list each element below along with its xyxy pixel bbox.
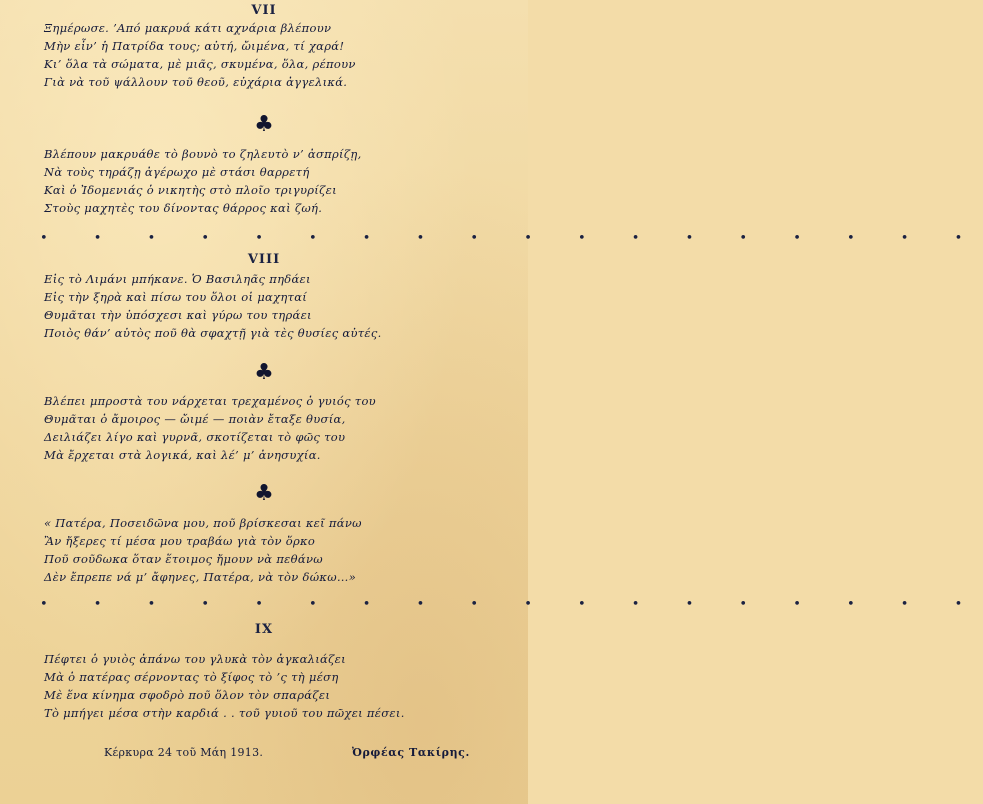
verse-line: Θυμᾶται ὁ ἄμοιρος — ὤιμέ — ποιὰν ἔταξε θυσία, bbox=[44, 412, 346, 426]
verse-line: Μὴν εἶν’ ἡ Πατρίδα τους; αὐτή, ὤιμένα, τί χαρά! bbox=[44, 39, 345, 53]
verse-line: « Πατέρα, Ποσειδῶνα μου, ποῦ βρίσκεσαι κεῖ πάνω bbox=[44, 516, 362, 530]
stanza-viii-1 bbox=[44, 270, 514, 342]
stanza-vii-1 bbox=[44, 19, 514, 91]
verse-line: Ποιὸς θάν’ αὐτὸς ποῦ θὰ σφαχτῇ γιὰ τὲς θυσίες αὐτές. bbox=[44, 326, 382, 340]
author-signature: Ὀρφέας Τακίρης. bbox=[352, 746, 470, 759]
verse-line: Ποῦ σοῦδωκα ὅταν ἕτοιμος ἤμουν νὰ πεθάνω bbox=[44, 552, 323, 566]
verse-line: Μὰ ὁ πατέρας σέρνοντας τὸ ξίφος τὸ ’ς τὴ μέση bbox=[44, 670, 339, 684]
verse-line: Εἰς τὸ Λιμάνι μπήκανε. Ὁ Βασιληᾶς πηδάει bbox=[44, 272, 311, 286]
verse-line: Γιὰ νὰ τοῦ ψάλλουν τοῦ θεοῦ, εὐχάρια ἀγγελικά. bbox=[44, 75, 348, 89]
section-heading-viii: VIII bbox=[247, 252, 281, 267]
verse-line: Βλέπει μπροστὰ του νάρχεται τρεχαμένος ὁ γυιός του bbox=[44, 394, 376, 408]
verse-line: Δὲν ἔπρεπε νά μ’ ἄφηνες, Πατέρα, νὰ τὸν δώκω…» bbox=[44, 570, 357, 584]
verse-line: Καὶ ὁ Ἰδομενιάς ὁ νικητὴς στὸ πλοῖο τριγυρίζει bbox=[44, 183, 337, 197]
verse-line: Δειλιάζει λίγο καὶ γυρνᾶ, σκοτίζεται τὸ φῶς του bbox=[44, 430, 346, 444]
stanza-viii-3 bbox=[44, 514, 514, 586]
stanza-vii-2 bbox=[44, 145, 514, 217]
verse-line: Στοὺς μαχητὲς του δίνοντας θάρρος καὶ ζωή. bbox=[44, 201, 323, 215]
verse-line: Μὰ ἔρχεται στὰ λογικά, καὶ λέ’ μ’ ἀνησυχία. bbox=[44, 448, 321, 462]
section-heading-vii: VII bbox=[251, 3, 277, 18]
separator-dots: • • • • • • • • • • • • • • • • • • bbox=[40, 597, 983, 612]
verse-line: Εἰς τὴν ξηρὰ καὶ πίσω του ὅλοι οἱ μαχηταί bbox=[44, 290, 308, 304]
stanza-ix-1 bbox=[44, 650, 514, 722]
place-date: Κέρκυρα 24 τοῦ Μάη 1913. bbox=[104, 746, 264, 759]
clover-ornament-icon: ♣ bbox=[254, 360, 274, 385]
section-heading-ix: IX bbox=[254, 622, 274, 637]
verse-line: Νὰ τοὺς τηράζῃ ἀγέρωχο μὲ στάσι θαρρετή bbox=[44, 165, 310, 179]
verse-line: Τὸ μπήγει μέσα στὴν καρδιά . . τοῦ γυιοῦ του πῶχει πέσει. bbox=[44, 706, 405, 720]
separator-dots: • • • • • • • • • • • • • • • • • • bbox=[40, 231, 983, 246]
verse-line: Κι’ ὅλα τὰ σώματα, μὲ μιᾶς, σκυμένα, ὅλα, ρέπουν bbox=[44, 57, 356, 71]
verse-line: Ξημέρωσε. ’Από μακρυά κάτι αχνάρια βλέπουν bbox=[44, 21, 332, 35]
verse-line: Ἂν ἤξερες τί μέσα μου τραβάω γιὰ τὸν ὅρκο bbox=[44, 534, 316, 548]
clover-ornament-icon: ♣ bbox=[254, 481, 274, 506]
stanza-viii-2 bbox=[44, 392, 514, 464]
verse-line: Πέφτει ὁ γυιὸς ἀπάνω του γλυκὰ τὸν ἀγκαλιάζει bbox=[44, 652, 346, 666]
verse-line: Μὲ ἕνα κίνημα σφοδρὸ ποῦ ὅλον τὸν σπαράζει bbox=[44, 688, 331, 702]
verse-line: Βλέπουν μακρυάθε τὸ βουνὸ το ζηλευτὸ ν’ ἀσπρίζῃ, bbox=[44, 147, 362, 161]
clover-ornament-icon: ♣ bbox=[254, 112, 274, 137]
verse-line: Θυμᾶται τὴν ὑπόσχεσι καὶ γύρω του τηράει bbox=[44, 308, 312, 322]
